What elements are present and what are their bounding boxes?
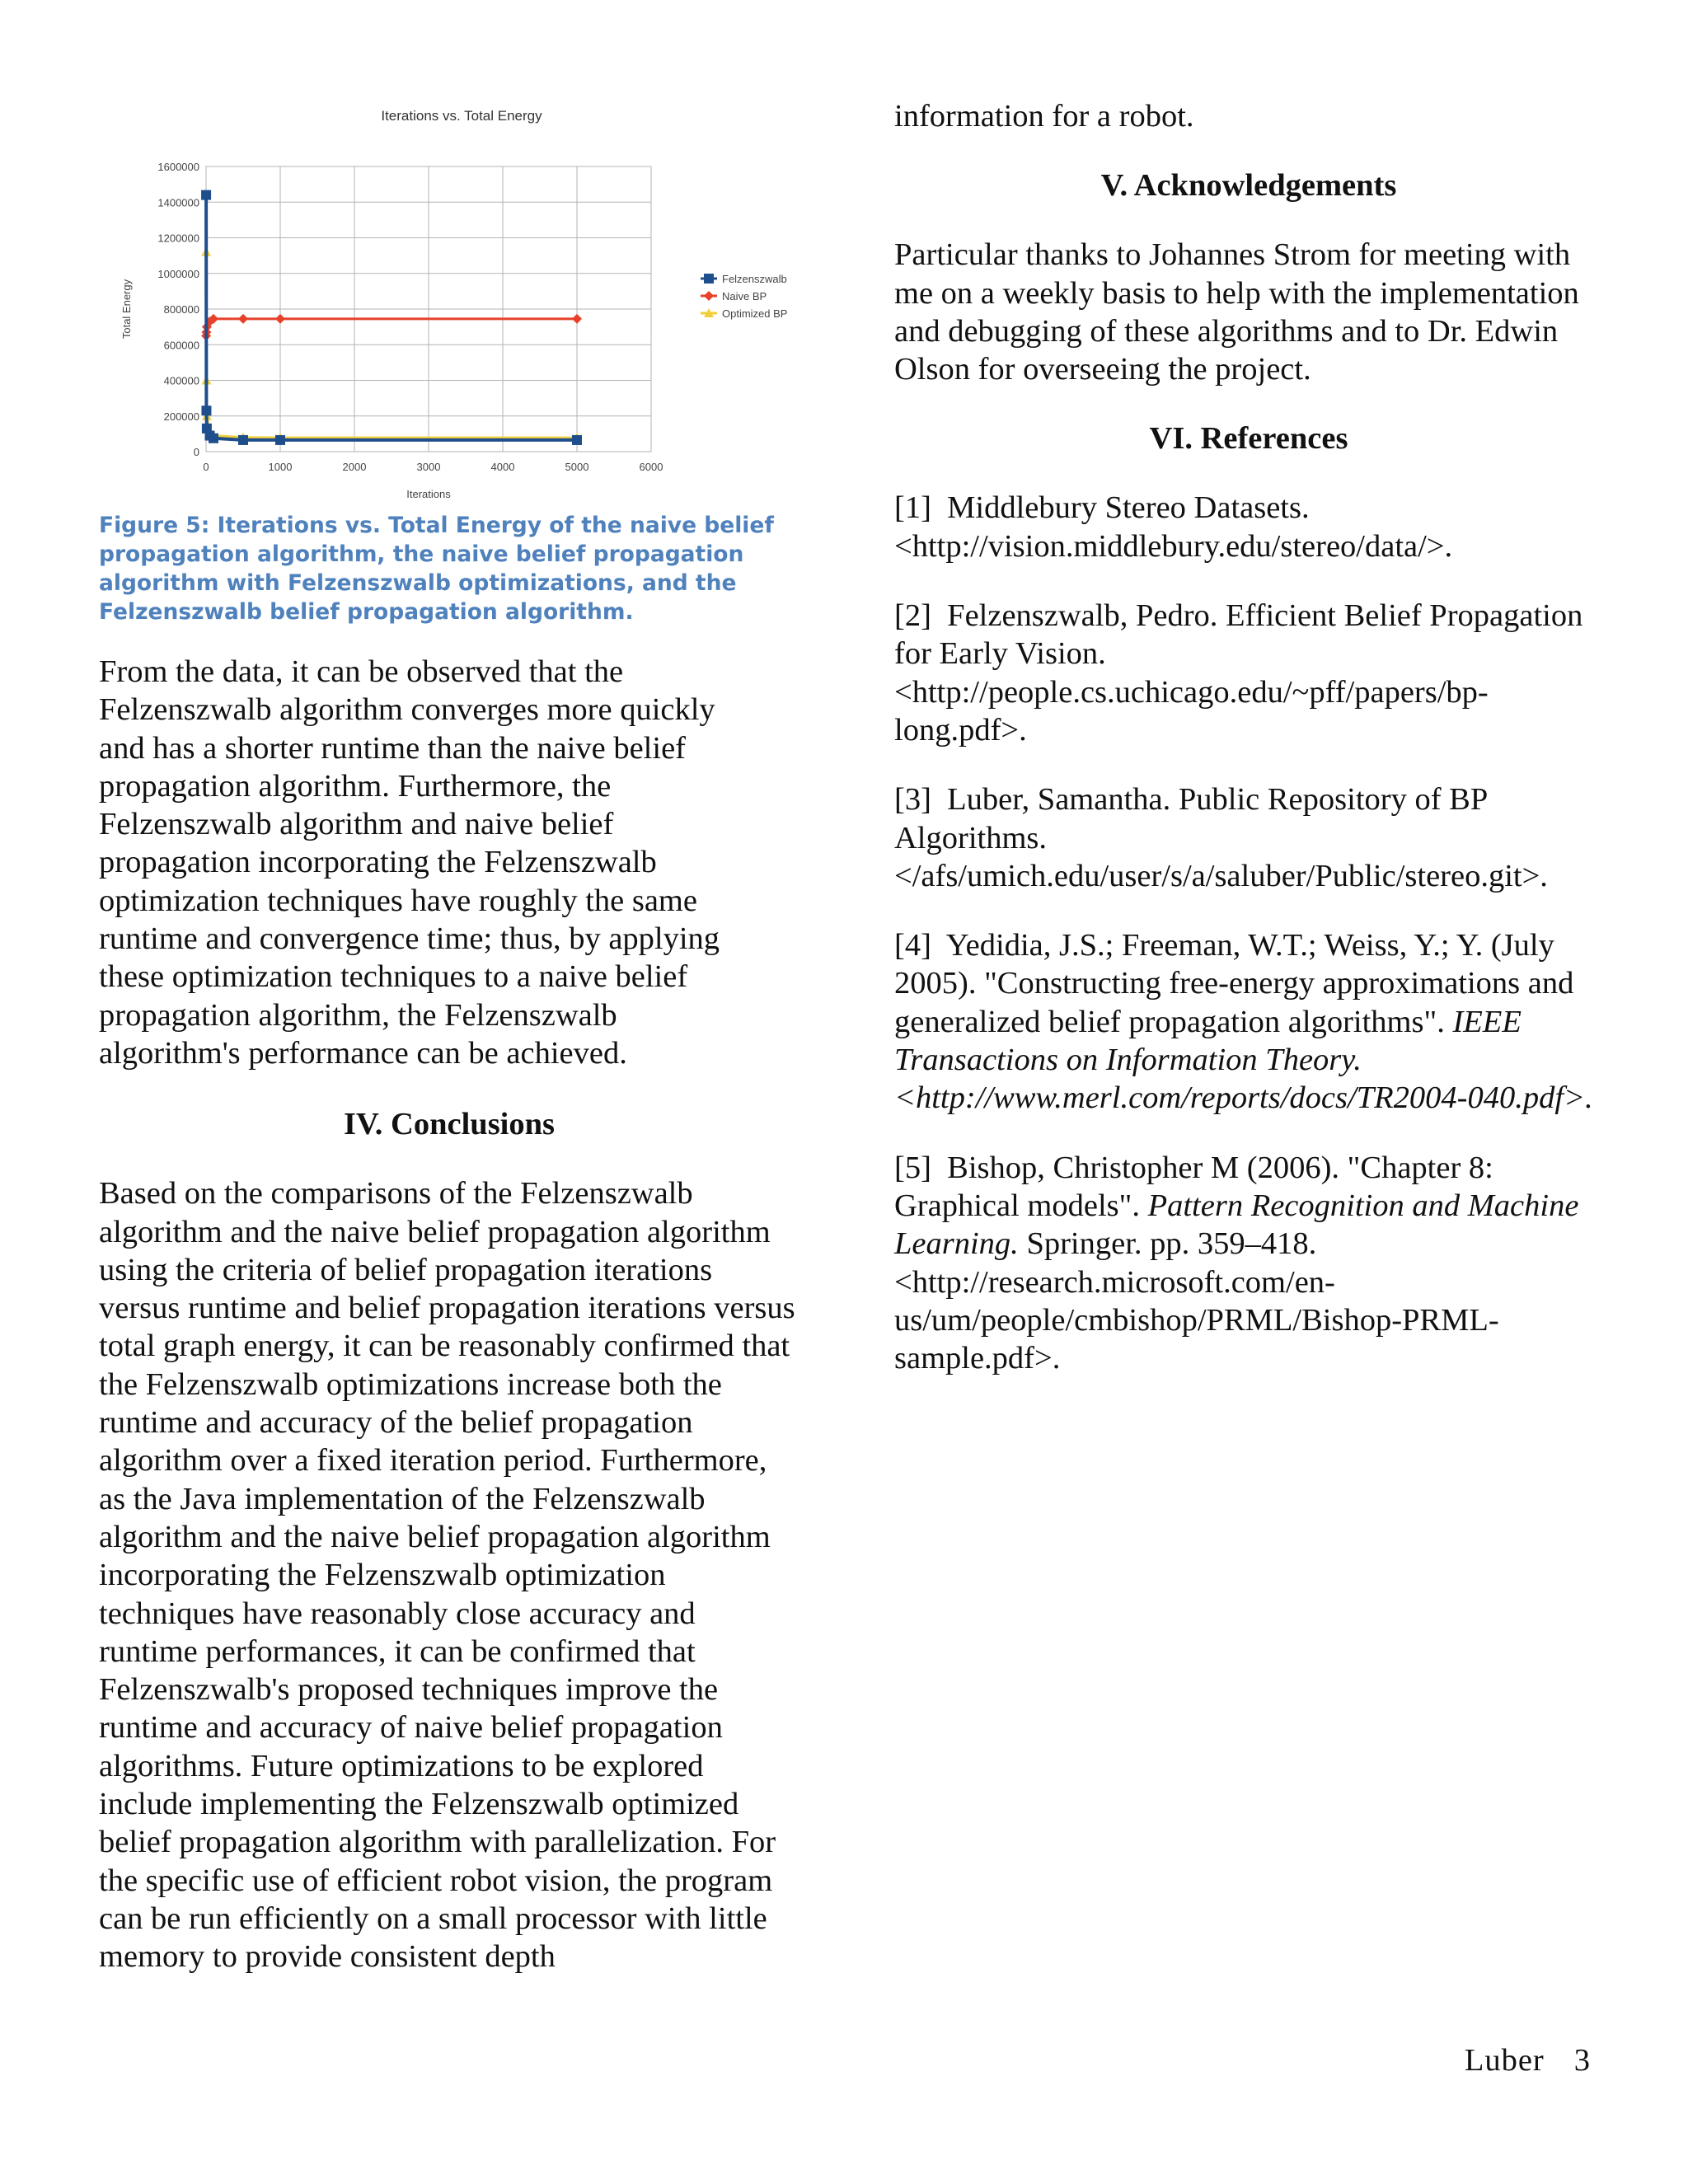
series-line-naive-bp <box>206 319 577 336</box>
figure-caption: Figure 5: Iterations vs. Total Energy of the naive belief propagation algorithm, the naive belief propagation algorithm with Felzenszwalb optimizations, and the Felzenszwalb belief propagation algorithm. <box>99 513 774 625</box>
reference-1-label: [1] <box>894 490 931 526</box>
x-axis-label: Iterations <box>406 488 451 500</box>
reference-2 <box>894 597 1603 749</box>
right-column <box>894 97 1603 1377</box>
y-tick-label: 200000 <box>163 410 199 423</box>
reference-5-label: [5] <box>894 1150 931 1185</box>
results-paragraph: From the data, it can be observed that the Felzenszwalb algorithm converges more quickly and has a shorter runtime than the naive belief propagation algorithm. Furthermore, the Felzenszwalb algorithm and naive belief propagation incorporating the Felzenszwalb optimization techniques have roughly the same runtime and convergence time; thus, by applying these optimization techniques to a naive belief propagation algorithm, the Felzenszwalb algorithm's performance can be achieved. <box>99 654 720 1071</box>
x-tick-label: 6000 <box>639 461 663 473</box>
x-tick-label: 4000 <box>490 461 515 473</box>
reference-3-label: [3] <box>894 782 931 818</box>
acknowledgements-paragraph: Particular thanks to Johannes Strom for meeting with me on a weekly basis to help with the implementation and debugging of these algorithms and to Dr. Edwin Olson for overseeing the project. <box>894 237 1579 387</box>
y-tick-label: 1000000 <box>157 267 199 280</box>
data-point-felzenszwalb <box>572 435 582 445</box>
y-tick-label: 600000 <box>163 339 199 352</box>
x-tick-label: 1000 <box>268 461 293 473</box>
page-number: 3 <box>1573 2043 1591 2078</box>
data-point-felzenszwalb <box>238 435 248 445</box>
data-point-felzenszwalb <box>201 405 211 415</box>
series-line-felzenszwalb <box>206 195 577 440</box>
reference-5-venue: Pattern Recognition and Machine Learning. <box>894 1188 1579 1262</box>
legend-label-naive-bp: Naive BP <box>722 290 767 302</box>
data-point-naive-bp <box>275 314 285 324</box>
y-tick-label: 1400000 <box>157 196 199 209</box>
reference-4-venue: IEEE Transactions on Information Theory. <box>894 1004 1522 1078</box>
y-tick-label: 1200000 <box>157 232 199 245</box>
left-column <box>99 99 799 1976</box>
x-tick-label: 5000 <box>565 461 589 473</box>
reference-5-url: <http://research.microsoft.com/en-us/um/people/cmbishop/PRML/Bishop-PRML-sample.pdf>. <box>894 1264 1499 1376</box>
reference-4-url: <http://www.merl.com/reports/docs/TR2004-040.pdf>. <box>894 1080 1593 1116</box>
legend-marker-naive-bp <box>704 291 714 301</box>
y-tick-label: 1600000 <box>157 161 199 173</box>
reference-1 <box>894 489 1603 565</box>
conclusions-heading: IV. Conclusions <box>343 1107 556 1142</box>
reference-3-url: </afs/umich.edu/user/s/a/saluber/Public/stereo.git>. <box>894 858 1548 893</box>
reference-2-label: [2] <box>894 598 931 634</box>
reference-4-label: [4] <box>894 928 931 963</box>
reference-5 <box>894 1149 1603 1378</box>
y-tick-label: 400000 <box>163 374 199 387</box>
reference-4 <box>894 926 1603 1117</box>
reference-2-url: <http://people.cs.uchicago.edu/~pff/papers/bp-long.pdf>. <box>894 674 1489 748</box>
x-tick-label: 2000 <box>342 461 367 473</box>
data-point-naive-bp <box>238 314 248 324</box>
reference-2-text: Felzenszwalb, Pedro. Efficient Belief Propagation for Early Vision. <box>894 598 1583 672</box>
acknowledgements-heading: V. Acknowledgements <box>1100 168 1397 204</box>
data-point-naive-bp <box>572 314 582 324</box>
reference-3 <box>894 780 1603 895</box>
reference-1-text: Middlebury Stereo Datasets. <box>947 490 1310 526</box>
data-point-felzenszwalb <box>275 435 285 445</box>
y-tick-label: 0 <box>193 446 199 458</box>
reference-5-publisher: Springer. pp. 359–418. <box>1026 1226 1317 1262</box>
page-footer <box>1465 2042 1591 2079</box>
data-point-felzenszwalb <box>201 190 211 200</box>
reference-1-url: <http://vision.middlebury.edu/stereo/data/>. <box>894 528 1453 564</box>
reference-5-text: Bishop, Christopher M (2006). "Chapter 8: Graphical models". <box>894 1150 1493 1223</box>
y-axis-label: Total Energy <box>120 279 133 340</box>
chart-title: Iterations vs. Total Energy <box>381 108 542 124</box>
continuation-text: information for a robot. <box>894 99 1194 134</box>
legend-label-optimized-bp: Optimized BP <box>722 307 788 320</box>
legend-label-felzenszwalb: Felzenszwalb <box>722 273 787 285</box>
reference-4-text: Yedidia, J.S.; Freeman, W.T.; Weiss, Y.; Y. (July 2005). "Constructing free-energy approximations and generalized belief propagation algorithms". <box>894 928 1574 1039</box>
energy-chart <box>99 99 799 511</box>
conclusions-paragraph: Based on the comparisons of the Felzenszwalb algorithm and the naive belief propagation algorithm using the criteria of belief propagation iterations versus runtime and belief propagation iterations versus total graph energy, it can be reasonably confirmed that the Felzenszwalb optimizations increase both the runtime and accuracy of the belief propagation algorithm over a fixed iteration period. Furthermore, as the Java implementation of the Felzenszwalb algorithm and the naive belief propagation algorithm incorporating the Felzenszwalb optimization techniques have reasonably close accuracy and runtime performances, it can be confirmed that Felzenszwalb's proposed techniques improve the runtime and accuracy of naive belief propagation algorithms. Future optimizations to be explored include implementing the Felzenszwalb optimized belief propagation algorithm with parallelization. For the specific use of efficient robot vision, the program can be run efficiently on a small processor with little memory to provide consistent depth <box>99 1176 795 1975</box>
x-tick-label: 3000 <box>416 461 441 473</box>
data-point-felzenszwalb <box>209 434 218 443</box>
reference-3-text: Luber, Samantha. Public Repository of BP Algorithms. <box>894 782 1487 855</box>
footer-author: Luber <box>1464 2043 1545 2078</box>
x-tick-label: 0 <box>203 461 209 473</box>
y-tick-label: 800000 <box>163 303 199 316</box>
energy-chart-svg <box>99 99 799 511</box>
references-heading: VI. References <box>1149 421 1348 457</box>
legend-marker-felzenszwalb <box>704 274 714 284</box>
